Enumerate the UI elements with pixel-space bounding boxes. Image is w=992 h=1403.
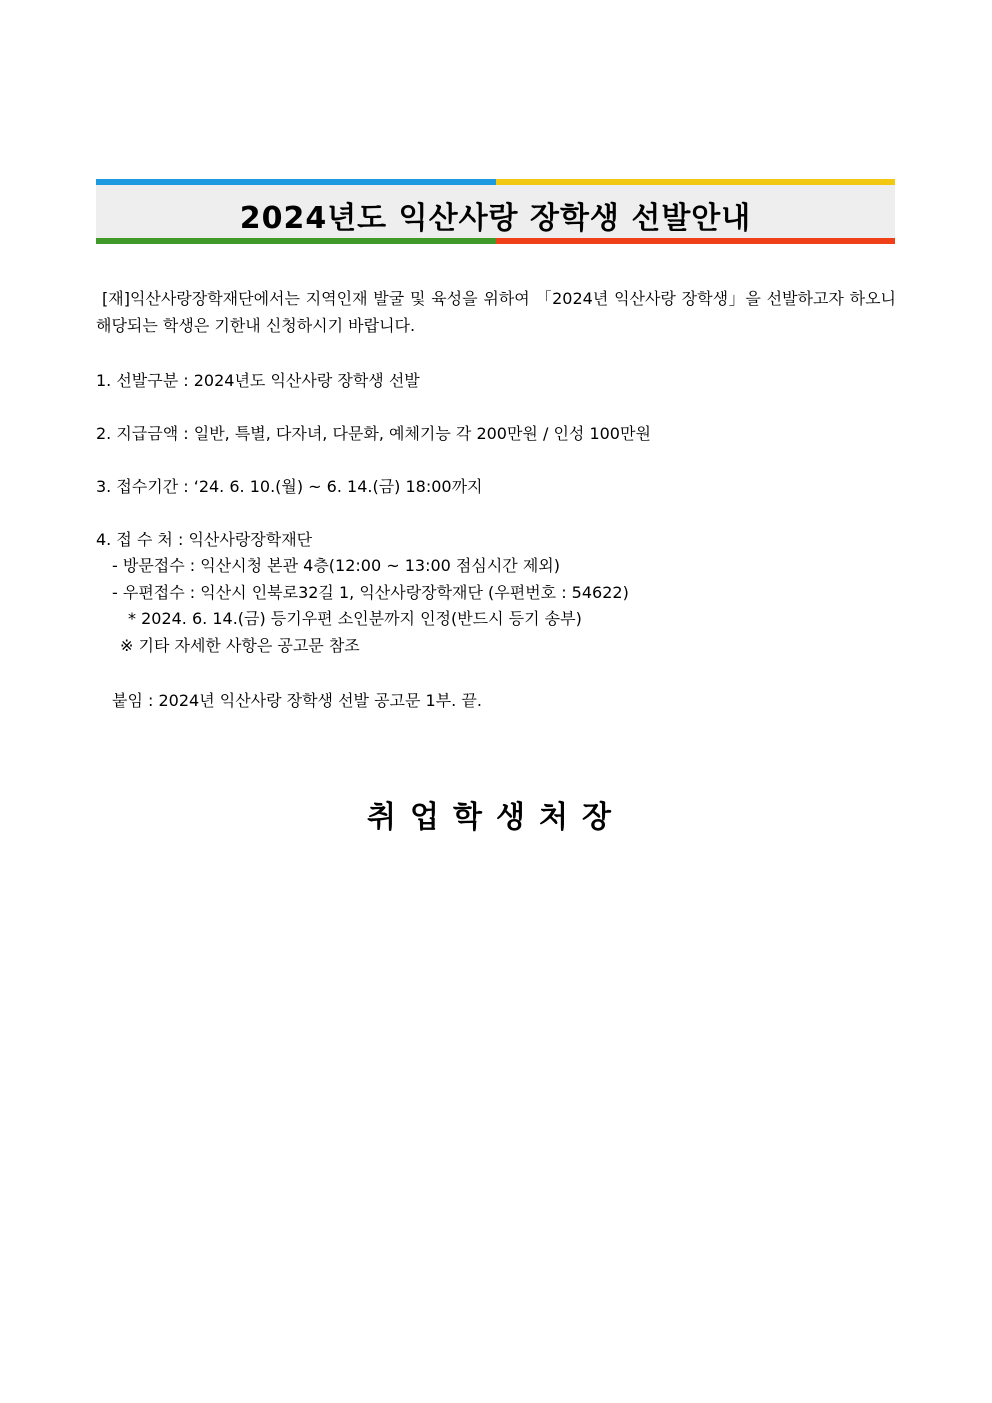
- item-etc-note: ※ 기타 자세한 사항은 공고문 참조: [120, 636, 360, 655]
- item-selection: 1. 선발구분 : 2024년도 익산사랑 장학생 선발: [96, 371, 420, 390]
- title-bar-blue: [96, 179, 496, 185]
- title-bar-red: [496, 238, 895, 244]
- title-bar-green: [96, 238, 496, 244]
- title-banner: [96, 179, 895, 244]
- signature: 취업학생처장: [367, 800, 625, 835]
- page-title: 2024년도 익산사랑 장학생 선발안내: [239, 201, 752, 236]
- item-amount: 2. 지급금액 : 일반, 특별, 다자녀, 다문화, 예체기능 각 200만원 / 인성 100만원: [96, 424, 651, 443]
- item-place: 4. 접 수 처 : 익산사랑장학재단: [96, 530, 313, 549]
- item-mail-note: * 2024. 6. 14.(금) 등기우편 소인분까지 인정(반드시 등기 송부): [128, 609, 582, 628]
- attachment-line: 붙임 : 2024년 익산사랑 장학생 선발 공고문 1부. 끝.: [112, 691, 482, 710]
- item-mail: - 우편접수 : 익산시 인북로32길 1, 익산사랑장학재단 (우편번호 : 54622): [112, 583, 629, 602]
- intro-paragraph: [재]익산사랑장학재단에서는 지역인재 발굴 및 육성을 위하여 「2024년 익산사랑 장학생」을 선발하고자 하오니 해당되는 학생은 기한내 신청하시기 바랍니다.: [96, 289, 896, 335]
- item-period: 3. 접수기간 : ‘24. 6. 10.(월) ~ 6. 14.(금) 18:00까지: [96, 477, 483, 496]
- item-visit: - 방문접수 : 익산시청 본관 4층(12:00 ~ 13:00 점심시간 제외): [112, 556, 560, 575]
- title-bar-yellow: [496, 179, 895, 185]
